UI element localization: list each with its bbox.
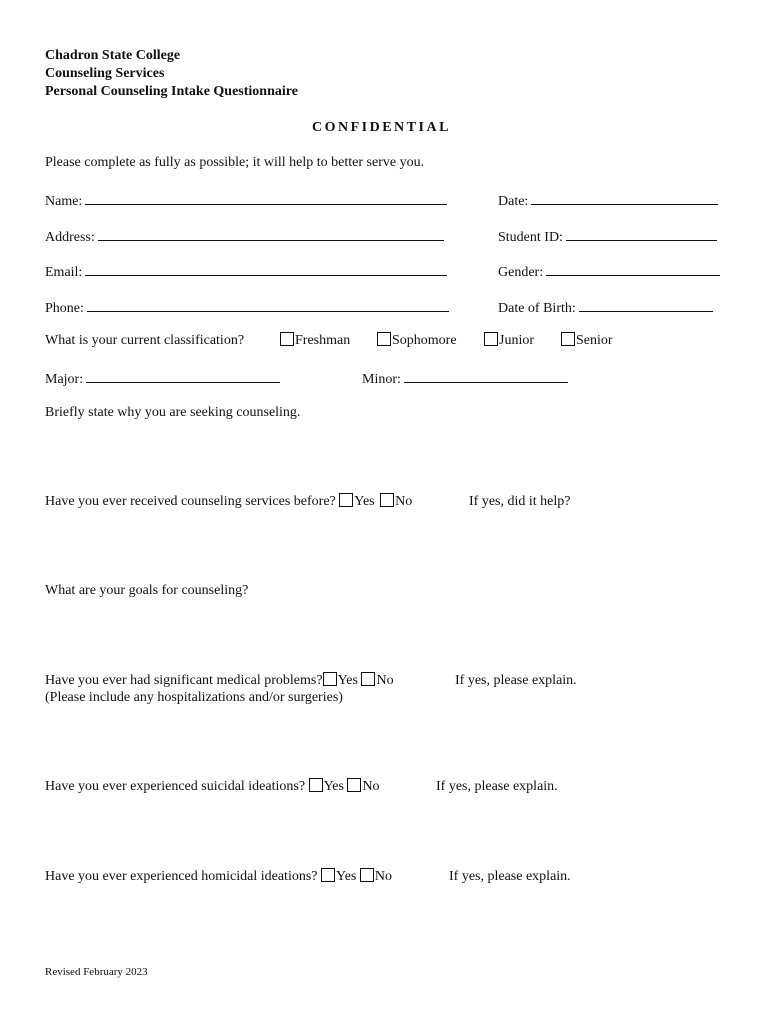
- prior-counseling-row: [45, 493, 412, 511]
- reason-question: Briefly state why you are seeking counseling.: [45, 405, 301, 420]
- department-name: Counseling Services: [45, 66, 165, 81]
- no-label: No: [376, 673, 394, 688]
- name-field[interactable]: [45, 190, 447, 211]
- minor-field[interactable]: [362, 368, 568, 389]
- gender-line[interactable]: [546, 261, 720, 276]
- date-line[interactable]: [531, 190, 718, 205]
- classification-option-junior[interactable]: [484, 332, 534, 350]
- checkbox[interactable]: [484, 332, 498, 346]
- no-label: No: [395, 494, 413, 509]
- student-id-line[interactable]: [566, 226, 717, 241]
- intro-text: Please complete as fully as possible; it will help to better serve you.: [45, 155, 425, 170]
- goals-question: What are your goals for counseling?: [45, 583, 249, 598]
- yes-label: Yes: [323, 779, 344, 794]
- name-line[interactable]: [85, 190, 447, 205]
- yes-label: Yes: [354, 494, 375, 509]
- medical-note: (Please include any hospitalizations and/or surgeries): [45, 690, 343, 705]
- classification-question: What is your current classification?: [45, 333, 245, 348]
- address-line[interactable]: [98, 226, 444, 241]
- homicidal-yes-option[interactable]: [321, 868, 356, 886]
- homicidal-no-option[interactable]: [360, 868, 392, 886]
- option-label: Sophomore: [392, 333, 457, 348]
- no-label: No: [362, 779, 380, 794]
- suicidal-yes-option[interactable]: [309, 778, 344, 796]
- homicidal-followup: If yes, please explain.: [449, 869, 571, 884]
- minor-label: Minor:: [362, 372, 401, 387]
- date-field[interactable]: [498, 190, 718, 211]
- gender-label: Gender:: [498, 265, 544, 280]
- prior-followup: If yes, did it help?: [469, 494, 571, 509]
- checkbox[interactable]: [360, 868, 374, 882]
- major-label: Major:: [45, 372, 84, 387]
- major-line[interactable]: [86, 368, 280, 383]
- email-line[interactable]: [85, 261, 447, 276]
- checkbox[interactable]: [380, 493, 394, 507]
- dob-field[interactable]: [498, 297, 713, 318]
- checkbox[interactable]: [361, 672, 375, 686]
- major-field[interactable]: [45, 368, 280, 389]
- email-label: Email:: [45, 265, 83, 280]
- classification-option-sophomore[interactable]: [377, 332, 457, 350]
- checkbox[interactable]: [561, 332, 575, 346]
- prior-yes-option[interactable]: [339, 493, 374, 511]
- medical-question: Have you ever had significant medical problems?: [45, 673, 323, 688]
- medical-no-option[interactable]: [361, 672, 393, 690]
- phone-field[interactable]: [45, 297, 449, 318]
- homicidal-question: Have you ever experienced homicidal ideations?: [45, 869, 318, 884]
- dob-label: Date of Birth:: [498, 301, 576, 316]
- suicidal-row: [45, 778, 380, 796]
- address-field[interactable]: [45, 226, 444, 247]
- phone-line[interactable]: [87, 297, 449, 312]
- name-label: Name:: [45, 194, 83, 209]
- yes-label: Yes: [337, 673, 358, 688]
- option-label: Freshman: [295, 333, 351, 348]
- checkbox[interactable]: [280, 332, 294, 346]
- yes-label: Yes: [336, 869, 357, 884]
- no-label: No: [374, 869, 392, 884]
- dob-line[interactable]: [579, 297, 713, 312]
- college-name: Chadron State College: [45, 48, 181, 63]
- checkbox[interactable]: [323, 672, 337, 686]
- prior-no-option[interactable]: [380, 493, 412, 511]
- confidential-heading: CONFIDENTIAL: [312, 120, 451, 135]
- suicidal-no-option[interactable]: [347, 778, 379, 796]
- prior-counseling-question: Have you ever received counseling services before?: [45, 494, 336, 509]
- revision-note: Revised February 2023: [45, 966, 148, 978]
- classification-option-freshman[interactable]: [280, 332, 350, 350]
- student-id-field[interactable]: [498, 226, 717, 247]
- checkbox[interactable]: [309, 778, 323, 792]
- checkbox[interactable]: [321, 868, 335, 882]
- student-id-label: Student ID:: [498, 230, 563, 245]
- classification-option-senior[interactable]: [561, 332, 613, 350]
- date-label: Date:: [498, 194, 529, 209]
- medical-row: [45, 672, 394, 690]
- option-label: Senior: [576, 333, 613, 348]
- email-field[interactable]: [45, 261, 447, 282]
- homicidal-row: [45, 868, 392, 886]
- form-title: Personal Counseling Intake Questionnaire: [45, 84, 298, 99]
- gender-field[interactable]: [498, 261, 720, 282]
- address-label: Address:: [45, 230, 95, 245]
- option-label: Junior: [499, 333, 534, 348]
- medical-yes-option[interactable]: [323, 672, 358, 690]
- checkbox[interactable]: [377, 332, 391, 346]
- minor-line[interactable]: [404, 368, 568, 383]
- checkbox[interactable]: [347, 778, 361, 792]
- suicidal-followup: If yes, please explain.: [436, 779, 558, 794]
- phone-label: Phone:: [45, 301, 84, 316]
- suicidal-question: Have you ever experienced suicidal ideations?: [45, 779, 306, 794]
- medical-followup: If yes, please explain.: [455, 673, 577, 688]
- checkbox[interactable]: [339, 493, 353, 507]
